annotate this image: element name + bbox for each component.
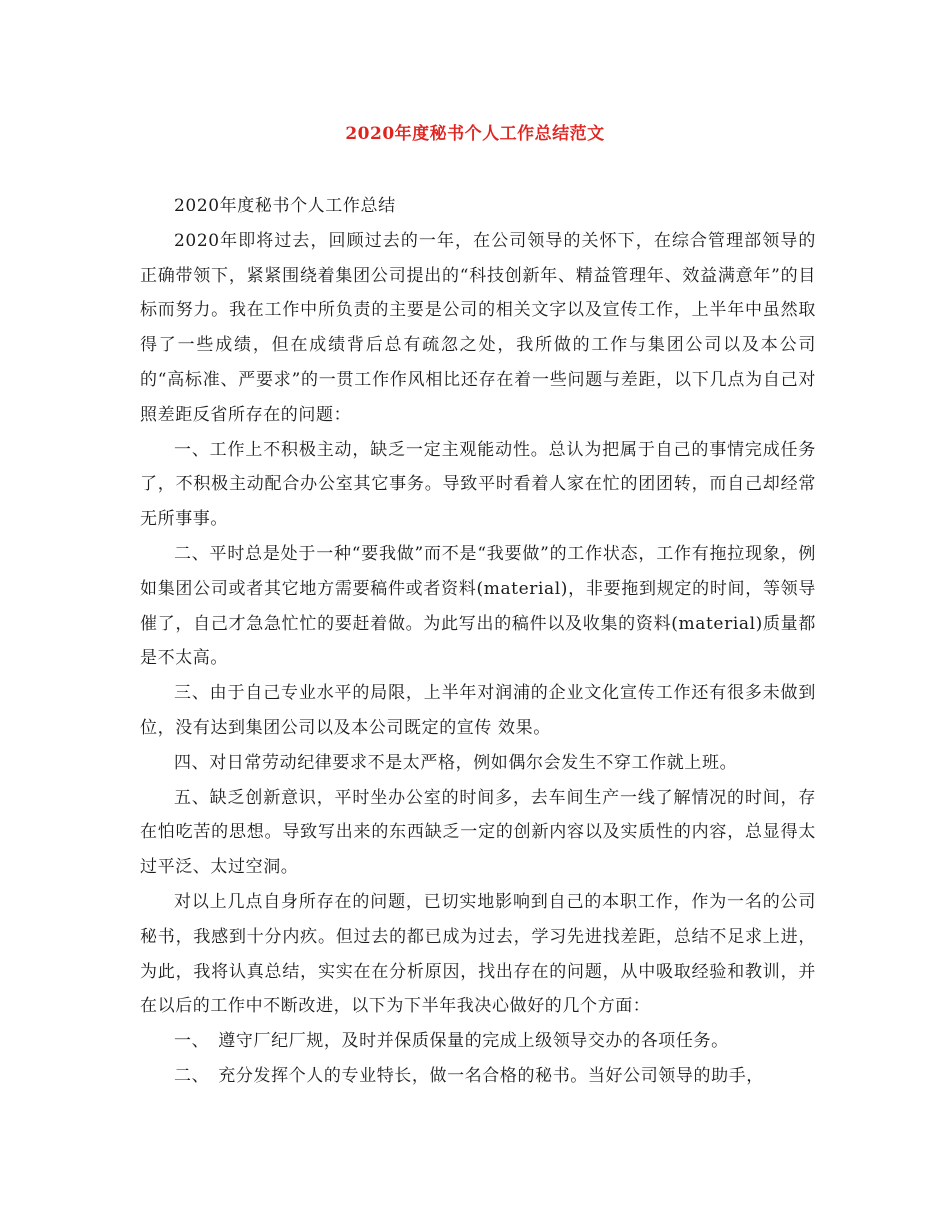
paragraph-intro: 2020年即将过去，回顾过去的一年，在公司领导的关怀下，在综合管理部领导的正确带领下，紧紧围绕着集团公司提出的“科技创新年、精益管理年、效益满意年”的目标而努力。我在工作中所负责的主要是公司的相关文字以及宣传工作，上半年中虽然取得了一些成绩，但在成绩背后总有疏忽之处，我所做的工作与集团公司以及本公司的“高标准、严要求”的一贯工作作风相比还存在着一些问题与差距，以下几点为自己对照差距反省所存在的问题：: [140, 230, 816, 425]
paragraph-subtitle: 2020年度秘书个人工作总结: [174, 196, 396, 216]
paragraph-issue-3: 三、由于自己专业水平的局限，上半年对润浦的企业文化宣传工作还有很多未做到位，没有达到集团公司以及本公司既定的宣传 效果。: [140, 683, 816, 738]
paragraph-plan-1: 一、 遵守厂纪厂规，及时并保质保量的完成上级领导交办的各项任务。: [174, 1031, 729, 1052]
paragraph-issue-5: 五、缺乏创新意识，平时坐办公室的时间多，去车间生产一线了解情况的时间，存在怕吃苦的思想。导致写出来的东西缺乏一定的创新内容以及实质性的内容，总显得太过平泛、太过空洞。: [140, 787, 816, 878]
document-title: 2020年度秘书个人工作总结范文: [345, 124, 605, 144]
paragraph-issue-1: 一、工作上不积极主动，缺乏一定主观能动性。总认为把属于自己的事情完成任务了，不积极主动配合办公室其它事务。导致平时看着人家在忙的团团转，而自己却经常无所事事。: [140, 439, 816, 530]
paragraph-plan-2: 二、 充分发挥个人的专业特长，做一名合格的秘书。当好公司领导的助手，: [174, 1065, 764, 1086]
document-body: [140, 189, 816, 1094]
paragraph-reflection: 对以上几点自身所存在的问题，已切实地影响到自己的本职工作，作为一名的公司秘书，我感到十分内疚。但过去的都已成为过去，学习先进找差距，总结不足求上进，为此，我将认真总结，实实在在分析原因，找出存在的问题，从中吸取经验和教训，并在以后的工作中不断改进，以下为下半年我决心做好的几个方面：: [140, 891, 816, 1017]
paragraph-issue-2: 二、平时总是处于一种“要我做”而不是“我要做”的工作状态，工作有拖拉现象，例如集团公司或者其它地方需要稿件或者资料(material)，非要拖到规定的时间，等领导催了，自己才急急忙忙的要赶着做。为此写出的稿件以及收集的资料(material)质量都是不太高。: [140, 543, 816, 669]
paragraph-issue-4: 四、对日常劳动纪律要求不是太严格，例如偶尔会发生不穿工作就上班。: [174, 752, 738, 773]
